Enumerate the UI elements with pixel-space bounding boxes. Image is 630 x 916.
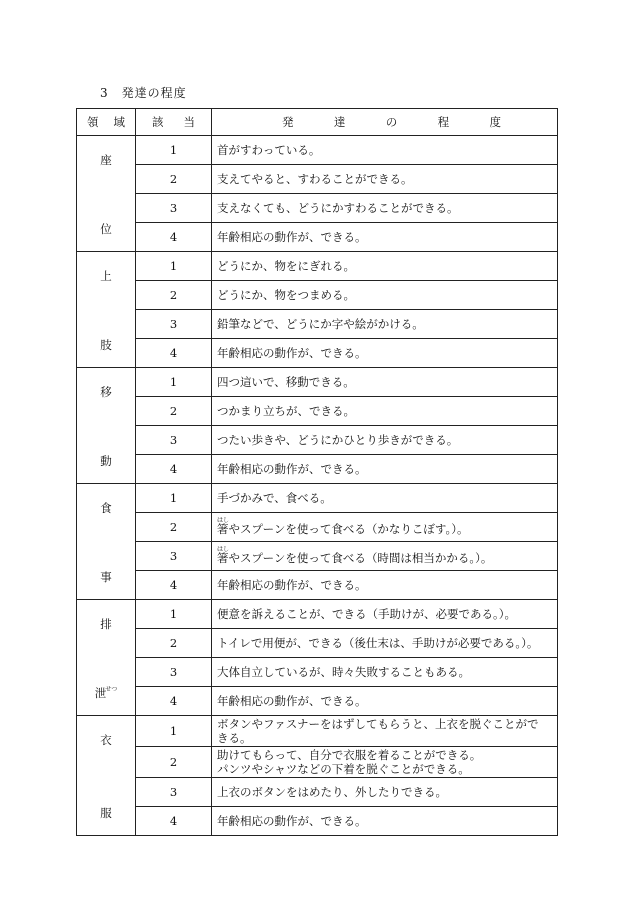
item-description (212, 778, 558, 807)
description-text: 四つ這いで、移動できる。 (217, 375, 355, 389)
description-text: トイレで用便が、できる（後仕末は、手助けが必要である。）。 (217, 636, 539, 650)
description-text: やスプーンを使って食べる（時間は相当かかる。）。 (228, 551, 493, 565)
table-row (77, 165, 558, 194)
area-label-top: 座 (100, 153, 112, 167)
description-line: 助けてもらって、自分で衣服を着ることができる。 (217, 748, 482, 762)
area-label-top: 上 (100, 269, 112, 283)
area-label-bottom-char: 肢 (100, 338, 112, 352)
item-number: 4 (136, 807, 212, 836)
item-number: 1 (136, 716, 212, 747)
item-number: 4 (136, 455, 212, 484)
area-label-bottom (77, 569, 135, 585)
table-row (77, 778, 558, 807)
item-description (212, 339, 558, 368)
description-line: きる。 (217, 731, 252, 745)
area-cell (77, 484, 136, 600)
item-description (212, 629, 558, 658)
description-text: 便意を訴えることが、できる（手助けが、必要である。）。 (217, 607, 516, 621)
item-description (212, 194, 558, 223)
item-description (212, 687, 558, 716)
description-text: 支えてやると、すわることができる。 (217, 172, 413, 186)
header-area (77, 109, 136, 136)
area-label-bottom-char: 位 (100, 222, 112, 236)
table-row (77, 600, 558, 629)
header-description (212, 109, 558, 136)
table-header-row (77, 109, 558, 136)
item-number: 2 (136, 513, 212, 542)
table-row (77, 807, 558, 836)
description-text: やスプーンを使って食べる（かなりこぼす。）。 (228, 522, 469, 536)
description-line: パンツやシャツなどの下着を脱ぐことができる。 (217, 762, 470, 776)
item-number: 1 (136, 136, 212, 165)
table-row (77, 426, 558, 455)
item-number: 4 (136, 687, 212, 716)
description-text: つかまり立ちが、できる。 (217, 404, 355, 418)
table-body (77, 136, 558, 836)
item-description (212, 747, 558, 778)
table-row (77, 194, 558, 223)
item-description (212, 426, 558, 455)
table-row (77, 542, 558, 571)
item-description (212, 310, 558, 339)
description-text: 年齢相応の動作が、できる。 (217, 578, 367, 592)
item-number: 2 (136, 629, 212, 658)
item-number: 4 (136, 223, 212, 252)
furigana: はし (217, 546, 230, 553)
header-area-char: 領 (87, 115, 99, 129)
description-text: 首がすわっている。 (217, 143, 321, 157)
item-description (212, 455, 558, 484)
table-row (77, 310, 558, 339)
item-number: 2 (136, 281, 212, 310)
area-label-bottom-char: 事 (100, 570, 112, 584)
description-text: どうにか、物をにぎれる。 (217, 259, 355, 273)
header-desc-char: 程 (437, 115, 450, 129)
area-cell (77, 716, 136, 836)
table-row (77, 658, 558, 687)
description-text: 年齢相応の動作が、できる。 (217, 346, 367, 360)
item-description (212, 658, 558, 687)
item-number: 1 (136, 484, 212, 513)
area-label-bottom (77, 221, 135, 237)
table-row (77, 455, 558, 484)
item-description (212, 165, 558, 194)
area-cell (77, 136, 136, 252)
table-row (77, 136, 558, 165)
ruby-char-wrap (217, 546, 230, 565)
table-row (77, 252, 558, 281)
area-label-bottom-char: 動 (100, 454, 112, 468)
item-description (212, 716, 558, 747)
item-description (212, 513, 558, 542)
description-text: 年齢相応の動作が、できる。 (217, 814, 367, 828)
item-number: 3 (136, 542, 212, 571)
item-description (212, 807, 558, 836)
description-line: ボタンやファスナーをはずしてもらうと、上衣を脱ぐことがで (217, 717, 539, 731)
description-text: 年齢相応の動作が、できる。 (217, 694, 367, 708)
description-text: 年齢相応の動作が、できる。 (217, 462, 367, 476)
item-description (212, 397, 558, 426)
header-desc-char: 達 (333, 115, 346, 129)
furigana: せつ (105, 686, 118, 693)
table-row (77, 571, 558, 600)
area-label-bottom-char: 泄 (94, 686, 107, 700)
area-label-top: 食 (100, 501, 112, 515)
table-row (77, 716, 558, 747)
item-number: 4 (136, 339, 212, 368)
table-row (77, 223, 558, 252)
description-text: 大体自立しているが、時々失敗することもある。 (217, 665, 470, 679)
item-number: 1 (136, 252, 212, 281)
table-row (77, 397, 558, 426)
item-description (212, 223, 558, 252)
area-cell (77, 368, 136, 484)
item-number: 1 (136, 368, 212, 397)
header-desc-char: の (385, 115, 398, 129)
description-text: 上衣のボタンをはめたり、外したりできる。 (217, 785, 447, 799)
description-text: 鉛筆などで、どうにか字や絵がかける。 (217, 317, 424, 331)
table-row (77, 629, 558, 658)
item-description (212, 542, 558, 571)
item-description (212, 252, 558, 281)
item-description (212, 484, 558, 513)
ruby-base-char: 箸 (217, 522, 229, 536)
area-label-top: 移 (100, 385, 112, 399)
area-label-top: 排 (100, 617, 112, 631)
table-row (77, 747, 558, 778)
ruby-char-wrap (217, 517, 230, 536)
item-number: 4 (136, 571, 212, 600)
header-desc-char: 発 (282, 115, 294, 129)
ruby-base-char: 箸 (217, 551, 229, 565)
description-text: 年齢相応の動作が、できる。 (217, 230, 367, 244)
item-number: 3 (136, 426, 212, 455)
development-table (76, 108, 558, 836)
table-row (77, 687, 558, 716)
item-number: 2 (136, 165, 212, 194)
header-area-char: 域 (113, 115, 125, 129)
section-title: 3 発達の程度 (100, 86, 187, 100)
description-text: つたい歩きや、どうにかひとり歩きができる。 (217, 433, 459, 447)
header-no-char: 該 (152, 115, 164, 129)
furigana: はし (217, 517, 230, 524)
item-description (212, 571, 558, 600)
table-row (77, 339, 558, 368)
item-number: 2 (136, 397, 212, 426)
table-row (77, 281, 558, 310)
area-label-bottom (77, 453, 135, 469)
header-applicable (136, 109, 212, 136)
item-description (212, 368, 558, 397)
area-label-bottom (77, 805, 135, 821)
item-number: 3 (136, 778, 212, 807)
area-cell (77, 600, 136, 716)
table-row (77, 484, 558, 513)
item-number: 3 (136, 310, 212, 339)
item-number: 3 (136, 658, 212, 687)
header-desc-char: 度 (489, 115, 501, 129)
item-number: 2 (136, 747, 212, 778)
description-text: 手づかみで、食べる。 (217, 491, 332, 505)
area-label-bottom (77, 337, 135, 353)
area-label-bottom-char: 服 (100, 806, 112, 820)
table-row (77, 513, 558, 542)
item-description (212, 600, 558, 629)
area-label-top: 衣 (100, 733, 112, 747)
header-no-char: 当 (183, 115, 195, 129)
area-label-bottom (77, 685, 135, 701)
area-cell (77, 252, 136, 368)
item-number: 1 (136, 600, 212, 629)
description-text: 支えなくても、どうにかすわることができる。 (217, 201, 459, 215)
item-number: 3 (136, 194, 212, 223)
description-text: どうにか、物をつまめる。 (217, 288, 355, 302)
item-description (212, 281, 558, 310)
table-row (77, 368, 558, 397)
item-description (212, 136, 558, 165)
